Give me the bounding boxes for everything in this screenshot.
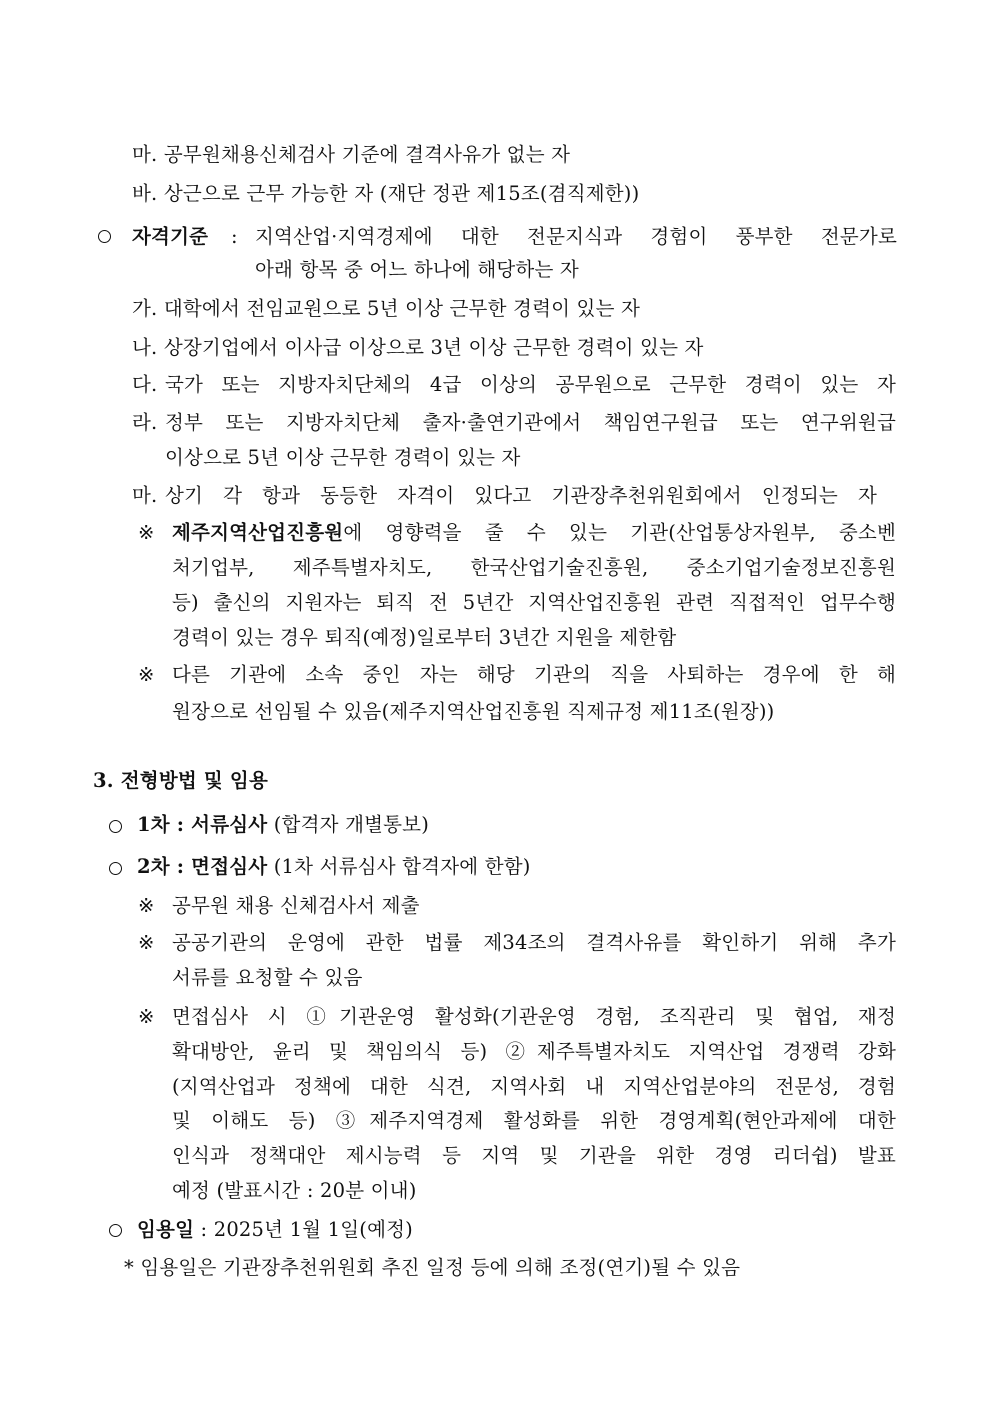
hollow-circle-bullet-icon <box>98 230 111 243</box>
item-text: 상장기업에서 이사급 이상으로 3년 이상 근무한 경력이 있는 자 <box>163 336 704 359</box>
criteria-colon: : <box>231 225 238 248</box>
stage1-detail: (합격자 개별통보) <box>273 813 430 836</box>
criteria-item-ma-marker: 마. <box>132 484 158 507</box>
criteria-note-line <box>172 520 896 546</box>
item-marker: 마. <box>132 143 158 166</box>
appointment-colon: : <box>200 1218 208 1241</box>
criteria-intro-line: 아래 항목 중 어느 하나에 해당하는 자 <box>255 258 579 281</box>
stage2-note-line: 예정 (발표시간 : 20분 이내) <box>172 1179 417 1202</box>
hollow-circle-bullet-icon <box>109 862 122 875</box>
item-marker: 나. <box>132 336 158 359</box>
criteria-item-da: 국가 또는 지방자치단체의 4급 이상의 공무원으로 근무한 경력이 있는 자 <box>165 373 896 396</box>
stage2-note-line: 공무원 채용 신체검사서 제출 <box>172 894 420 917</box>
hollow-circle-bullet-icon <box>109 820 122 833</box>
criteria-intro-line: 지역산업·지역경제에 대한 전문지식과 경험이 풍부한 전문가로 <box>255 225 897 248</box>
reference-mark: ※ <box>138 894 155 917</box>
criteria-note-line: 등) 출신의 지원자는 퇴직 전 5년간 지역산업진흥원 관련 직접적인 업무수행 <box>172 591 896 614</box>
section-heading: 3. 전형방법 및 임용 <box>93 769 268 792</box>
item-marker: 바. <box>132 182 158 205</box>
bold-org-name: 제주지역산업진흥원 <box>172 521 344 544</box>
criteria-item-ra-marker: 라. <box>132 411 158 434</box>
criteria-item-ga <box>132 296 640 322</box>
stage1-line <box>137 812 429 838</box>
criteria-note-line: 다른 기관에 소속 중인 자는 해당 기관의 직을 사퇴하는 경우에 한 해 <box>172 663 896 686</box>
note-text: 에 영향력을 줄 수 있는 기관(산업통상자원부, 중소벤 <box>343 521 896 544</box>
hollow-circle-bullet-icon <box>109 1224 122 1237</box>
stage2-note-line: 확대방안, 윤리 및 책임의식 등) ②제주특별자치도 지역산업 경쟁력 강화 <box>172 1040 896 1063</box>
reference-mark: ※ <box>138 1005 155 1028</box>
item-marker: 가. <box>132 297 158 320</box>
item-text: 대학에서 전임교원으로 5년 이상 근무한 경력이 있는 자 <box>163 297 641 320</box>
criteria-item-na <box>132 335 704 361</box>
reference-mark: ※ <box>138 521 155 544</box>
stage2-detail: (1차 서류심사 합격자에 한함) <box>273 855 531 878</box>
reference-mark: ※ <box>138 663 155 686</box>
stage2-line <box>137 854 531 880</box>
criteria-note-line: 처기업부, 제주특별자치도, 한국산업기술진흥원, 중소기업기술정보진흥원 <box>172 556 896 579</box>
appointment-line <box>137 1217 413 1243</box>
stage1-label: 1차 : 서류심사 <box>137 813 268 836</box>
item-text: 공무원채용신체검사 기준에 결격사유가 없는 자 <box>163 143 571 166</box>
stage2-label: 2차 : 면접심사 <box>137 855 268 878</box>
criteria-label: 자격기준 <box>132 225 209 248</box>
appointment-note: * 임용일은 기관장추천위원회 추진 일정 등에 의해 조정(연기)될 수 있음 <box>124 1256 741 1279</box>
appointment-date: 2025년 1월 1일(예정) <box>213 1218 413 1241</box>
criteria-item-da-marker: 다. <box>132 373 158 396</box>
stage2-note-line: 공공기관의 운영에 관한 법률 제34조의 결격사유를 확인하기 위해 추가 <box>172 931 896 954</box>
stage2-note-line: 면접심사 시 ①기관운영 활성화(기관운영 경험, 조직관리 및 협업, 재정 <box>172 1005 896 1028</box>
stage2-note-line: 및 이해도 등) ③제주지역경제 활성화를 위한 경영계획(현안과제에 대한 <box>172 1109 896 1132</box>
eligibility-item-ba <box>132 181 639 207</box>
criteria-note-line: 원장으로 선임될 수 있음(제주지역산업진흥원 직제규정 제11조(원장)) <box>172 700 775 723</box>
criteria-note-line: 경력이 있는 경우 퇴직(예정)일로부터 3년간 지원을 제한함 <box>172 626 677 649</box>
eligibility-item-ma <box>132 142 570 168</box>
stage2-note-line: 인식과 정책대안 제시능력 등 지역 및 기관을 위한 경영 리더쉽) 발표 <box>172 1144 896 1167</box>
appointment-label: 임용일 <box>137 1218 195 1241</box>
stage2-note-line: 서류를 요청할 수 있음 <box>172 966 363 989</box>
stage2-note-line: (지역산업과 정책에 대한 식견, 지역사회 내 지역산업분야의 전문성, 경험 <box>172 1075 896 1098</box>
reference-mark: ※ <box>138 931 155 954</box>
criteria-item-ra: 정부 또는 지방자치단체 출자·출연기관에서 책임연구원급 또는 연구위원급 <box>165 411 896 434</box>
item-text: 상근으로 근무 가능한 자 (재단 정관 제15조(겸직제한)) <box>163 182 640 205</box>
criteria-item-ra-cont: 이상으로 5년 이상 근무한 경력이 있는 자 <box>165 446 521 469</box>
criteria-item-ma: 상기 각 항과 동등한 자격이 있다고 기관장추천위원회에서 인정되는 자 <box>165 484 877 507</box>
